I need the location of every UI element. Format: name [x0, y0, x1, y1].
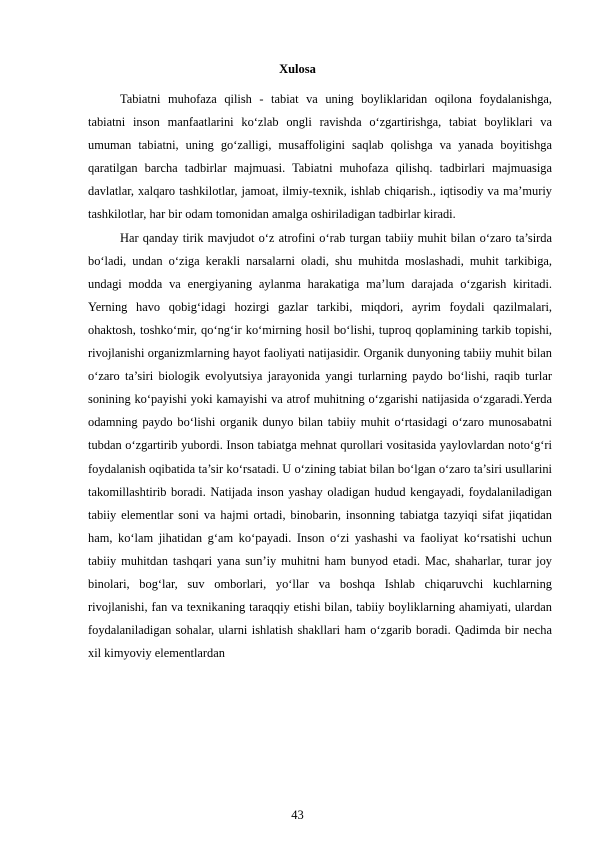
body-text [88, 88, 552, 665]
paragraph-1: Tabiatni muhofaza qilish - tabiat va uning boyliklaridan oqilona foydalanishga, tabiatni inson manfaatlarini ko‘zlab ongli ravishda o‘zgartirishga, tabiat boyliklari va umuman tabiatni, uning go‘zalligi, musaffoligini saqlab qolishga va yanada boyitishga qaratilgan barcha tadbirlar majmuasi. Tabiatni muhofaza qilishq. tadbirlari majmuasiga davlatlar, xalqaro tashkilotlar, jamoat, ilmiy-texnik, ishlab chiqarish., iqtisodiy va ma’muriy tashkilotlar, har bir odam tomonidan amalga oshiriladigan tadbirlar kiradi. [88, 92, 552, 222]
page-number: 43 [291, 808, 304, 822]
page-title: Xulosa [279, 62, 316, 76]
paragraph-2: Har qanday tirik mavjudot o‘z atrofini o‘rab turgan tabiiy muhit bilan o‘zaro ta’sirda bo‘ladi, undan o‘ziga kerakli narsalarni oladi, shu muhitda moslashadi, muhit tarkibiga, undagi modda va energiyaning aylanma harakatiga ma’lum darajada o‘zgarish kiritadi. Yerning havo qobig‘idagi hozirgi gazlar tarkibi, miqdori, ayrim foydali qazilmalari, ohaktosh, toshko‘mir, qo‘ng‘ir ko‘mirning hosil bo‘lishi, tuproq qoplamining tarkib topishi, rivojlanishi organizmlarning hayot faoliyati natijasidir. Organik dunyoning tabiiy muhit bilan o‘zaro ta’siri biologik evolyutsiya jarayonida yangi turlarning paydo bo‘lishi, raqib turlar sonining ko‘payishi yoki kamayishi va atrof muhitning o‘zgarishi natijasida o‘zgaradi.Yerda odamning paydo bo‘lishi organik dunyo bilan tabiiy muhit o‘rtasidagi o‘zaro munosabatni tubdan o‘zgartirib yubordi. Inson tabiatga mehnat qurollari vositasida yaylovlardan noto‘g‘ri foydalanish oqibatida ta’sir ko‘rsatadi. U o‘zining tabiat bilan bo‘lgan o‘zaro ta’siri usullarini takomillashtirib boradi. Natijada inson yashay oladigan hudud kengayadi, foydalaniladigan tabiiy elementlar soni va hajmi ortadi, binobarin, insonning tabiatga tazyiqi sifat jiqatidan ham, ko‘lam jihatidan g‘am ko‘payadi. Inson o‘zi yashashi va faoliyat ko‘rsatishi uchun tabiiy muhitdan tashqari yana sun’iy muhitni ham bunyod etadi. Mac, shaharlar, turar joy binolari, bog‘lar, suv omborlari, yo‘llar va boshqa Ishlab chiqaruvchi kuchlarning rivojlanishi, fan va texnikaning taraqqiy etishi bilan, tabiiy boyliklarning ahamiyati, ulardan foydalaniladigan sohalar, ularni ishlatish shakllari ham o‘zgarib boradi. Qadimda bir necha xil kimyoviy elementlardan [88, 230, 552, 661]
